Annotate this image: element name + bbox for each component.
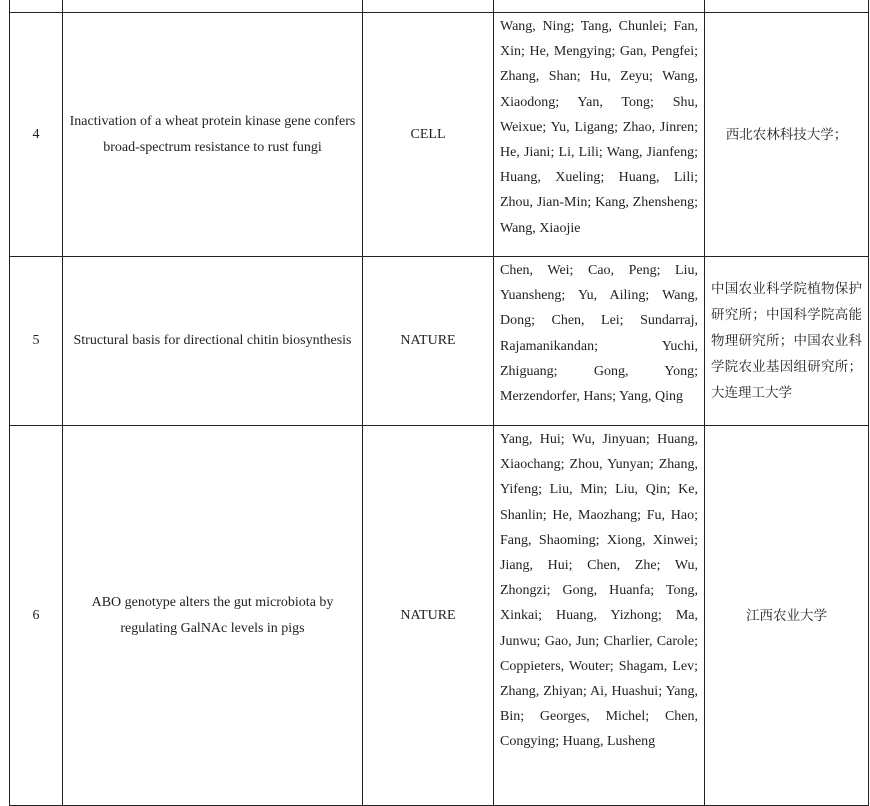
author-list: Wang, Ning; Tang, Chunlei; Fan, Xin; He, Mengying; Gan, Pengfei; Zhang, Shan; Hu, Zeyu; Wang, Xiaodong; Yan, Tong; Shu, Weixue; Yu, Ligang; Zhao, Jinren; He, Jiani; Li, Lili; Wang, Jianfeng; Huang, Xueling; Huang, Lili; Zhou, Jian-Min; Kang, Zhensheng; Wang, Xiaojie	[494, 13, 705, 257]
journal-name: NATURE	[363, 257, 494, 426]
institution: 西北农林科技大学；	[705, 13, 869, 257]
table-row	[10, 257, 869, 426]
paper-title: Inactivation of a wheat protein kinase gene confers broad-spectrum resistance to rust fungi	[63, 13, 363, 257]
institution	[705, 257, 869, 426]
table-row	[10, 13, 869, 257]
journal-name: NATURE	[363, 426, 494, 806]
paper-title: ABO genotype alters the gut microbiota by regulating GalNAc levels in pigs	[63, 426, 363, 806]
row-index: 4	[10, 13, 63, 257]
institution: 江西农业大学	[705, 426, 869, 806]
publications-table	[9, 0, 869, 806]
institution-text: 中国农业科学院植物保护研究所；中国科学院高能物理研究所；中国农业科学院农业基因组研究所；大连理工大学	[711, 281, 862, 401]
author-list: Yang, Hui; Wu, Jinyuan; Huang, Xiaochang; Zhou, Yunyan; Zhang, Yifeng; Liu, Min; Liu, Qin; Ke, Shanlin; He, Maozhang; Fu, Hao; Fang, Shaoming; Xiong, Xinwei; Jiang, Hui; Chen, Zhe; Wu, Zhongzi; Gong, Huanfa; Tong, Xinkai; Huang, Yizhong; Ma, Junwu; Gao, Jun; Charlier, Carole; Coppieters, Wouter; Shagam, Lev; Zhang, Zhiyan; Ai, Huashui; Yang, Bin; Georges, Michel; Chen, Congying; Huang, Lusheng	[494, 426, 705, 806]
row-index: 5	[10, 257, 63, 426]
author-list: Chen, Wei; Cao, Peng; Liu, Yuansheng; Yu, Ailing; Wang, Dong; Chen, Lei; Sundarraj, Rajamanikandan; Yuchi, Zhiguang; Gong, Yong; Merzendorfer, Hans; Yang, Qing	[494, 257, 705, 426]
table-row	[10, 426, 869, 806]
paper-title: Structural basis for directional chitin biosynthesis	[63, 257, 363, 426]
row-index: 6	[10, 426, 63, 806]
table-row-previous-tail	[10, 0, 869, 13]
journal-name: CELL	[363, 13, 494, 257]
